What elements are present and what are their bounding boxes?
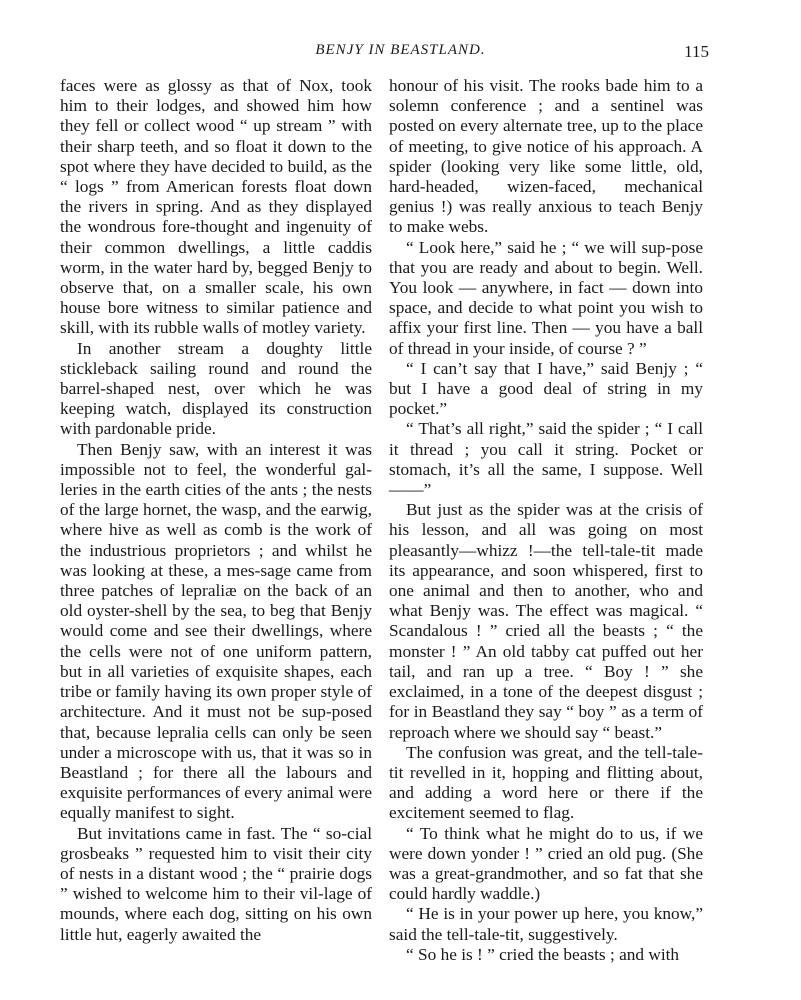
paragraph: “ Look here,” said he ; “ we will sup-pose that you are ready and about to begin. Well. You look — anywhere, in fact — down into space, and decide to what point you wish to affix your first line. Then — you have a ball of thread in your inside, of course ? ” — [389, 237, 703, 358]
paragraph: faces were as glossy as that of Nox, took him to their lodges, and showed him how they fell or collect wood “ up stream ” with their sharp teeth, and so float it down to the spot where they have decided to build, as the “ logs ” from American forests float down the rivers in spring. And as they displayed the wondrous fore-thought and ingenuity of their common dwellings, a little caddis worm, in the water hard by, begged Benjy to observe that, on a smaller scale, his own house bore witness to similar patience and skill, with its rubble walls of motley variety. — [60, 76, 372, 338]
running-head — [0, 42, 801, 66]
running-title: BENJY IN BEASTLAND. — [315, 42, 486, 58]
paragraph: “ That’s all right,” said the spider ; “ I call it thread ; you call it string. Pocket or stomach, it’s all the same, I suppose. Well——” — [389, 419, 703, 500]
left-column — [60, 76, 372, 945]
paragraph: honour of his visit. The rooks bade him to a solemn conference ; and a sentinel was posted on every alternate tree, up to the place of meeting, to give notice of his approach. A spider (looking very like some little, old, hard-headed, wizen-faced, mechanical genius !) was really anxious to teach Benjy to make webs. — [389, 76, 703, 237]
paragraph: Then Benjy saw, with an interest it was impossible not to feel, the wonderful gal-leries in the earth cities of the ants ; the nests of the large hornet, the wasp, and the earwig, where hive as well as comb is the work of the industrious proprietors ; and whilst he was looking at these, a mes-sage came from three patches of lepraliæ on the back of an old oyster-shell by the sea, to beg that Benjy would come and see their dwellings, where the cells were not of one uniform pattern, but in all varieties of exquisite shapes, each tribe or family having its own proper style of architecture. And it must not be sup-posed that, because lepralia cells can only be seen under a microscope with us, that it was so in Beastland ; for there all the labours and exquisite performances of every animal were equally manifest to sight. — [60, 439, 372, 823]
page-number: 115 — [684, 42, 709, 61]
paragraph: But invitations came in fast. The “ so-cial grosbeaks ” requested him to visit their city of nests in a distant wood ; the “ prairie dogs ” wished to welcome him to their vil-lage of mounds, where each dog, sitting on his own little hut, eagerly awaited the — [60, 823, 372, 944]
paragraph: “ I can’t say that I have,” said Benjy ; “ but I have a good deal of string in my pocket.” — [389, 358, 703, 419]
paragraph: The confusion was great, and the tell-tale-tit revelled in it, hopping and flitting about, and adding a word here or there if the excitement seemed to flag. — [389, 742, 703, 823]
paragraph: “ So he is ! ” cried the beasts ; and with — [406, 944, 680, 964]
paragraph: “ To think what he might do to us, if we were down yonder ! ” cried an old pug. (She was a great-grandmother, and so fat that she could hardly waddle.) — [389, 823, 703, 904]
paragraph: “ He is in your power up here, you know,” said the tell-tale-tit, suggestively. — [389, 904, 703, 944]
paragraph: But just as the spider was at the crisis of his lesson, and all was going on most pleasantly—whizz !—the tell-tale-tit made its appearance, and soon whispered, first to one animal and then to another, who and what Benjy was. The effect was magical. “ Scandalous ! ” cried all the beasts ; “ the monster ! ” An old tabby cat puffed out her tail, and ran up a tree. “ Boy ! ” she exclaimed, in a tone of the deepest disgust ; for in Beastland they say “ boy ” as a term of reproach where we should say “ beast.” — [389, 500, 703, 742]
right-column — [389, 76, 703, 965]
paragraph: In another stream a doughty little stickleback sailing round and round the barrel-shaped nest, over which he was keeping watch, displayed its construction with pardonable pride. — [60, 338, 372, 439]
